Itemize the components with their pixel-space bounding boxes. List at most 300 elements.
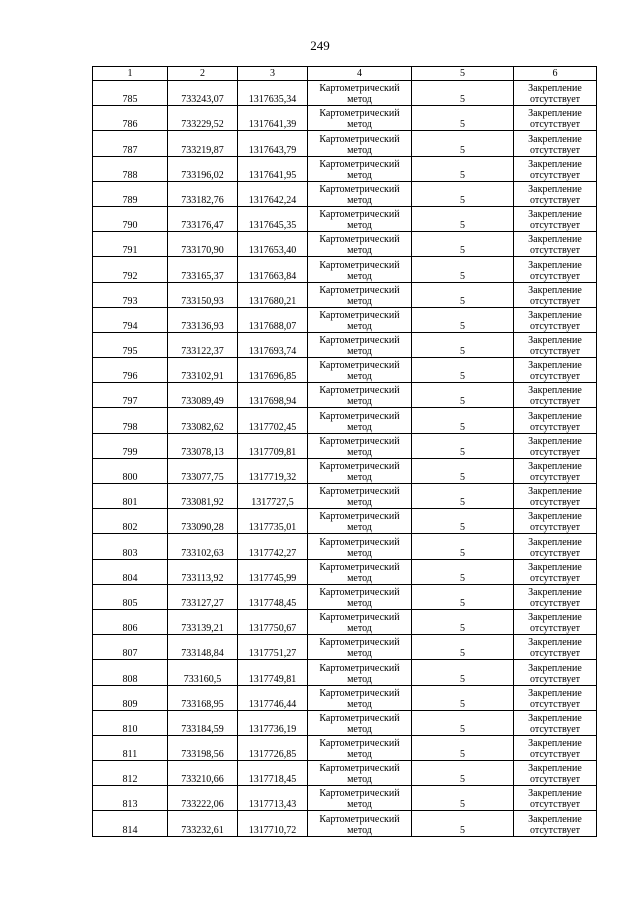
fixation-cell	[514, 458, 597, 483]
method-line-1: Картометрический	[319, 309, 400, 321]
method-line-2: метод	[347, 396, 372, 408]
point-number: 812	[93, 761, 168, 786]
point-number: 810	[93, 710, 168, 735]
method-line-2: метод	[347, 547, 372, 559]
fixation-line-2: отсутствует	[529, 597, 581, 609]
coord-x: 733219,87	[168, 131, 238, 156]
coord-y: 1317735,01	[238, 509, 308, 534]
point-number: 811	[93, 735, 168, 760]
accuracy-cell: 5	[412, 584, 514, 609]
coord-y: 1317726,85	[238, 735, 308, 760]
method-line-1: Картометрический	[319, 712, 400, 724]
point-number: 803	[93, 534, 168, 559]
fixation-line-2: отсутствует	[529, 295, 581, 307]
coord-x: 733127,27	[168, 584, 238, 609]
fixation-line-2: отсутствует	[529, 346, 581, 358]
accuracy-cell: 5	[412, 131, 514, 156]
fixation-line-1: Закрепление	[528, 687, 582, 699]
method-line-2: метод	[347, 673, 372, 685]
method-line-2: метод	[347, 346, 372, 358]
method-line-2: метод	[347, 94, 372, 106]
method-line-1: Картометрический	[319, 410, 400, 422]
table-row	[93, 735, 597, 760]
accuracy-cell: 5	[412, 609, 514, 634]
fixation-line-2: отсутствует	[529, 698, 581, 710]
fixation-line-2: отсутствует	[529, 421, 581, 433]
method-cell	[308, 232, 412, 257]
method-cell	[308, 106, 412, 131]
method-cell	[308, 811, 412, 836]
fixation-line-2: отсутствует	[529, 723, 581, 735]
fixation-line-1: Закрепление	[528, 586, 582, 598]
method-line-2: метод	[347, 421, 372, 433]
fixation-line-2: отсутствует	[529, 799, 581, 811]
coord-y: 1317653,40	[238, 232, 308, 257]
point-number: 808	[93, 660, 168, 685]
method-line-1: Картометрический	[319, 234, 400, 246]
point-number: 801	[93, 484, 168, 509]
accuracy-cell: 5	[412, 685, 514, 710]
header-col-4: 4	[308, 67, 412, 81]
method-cell	[308, 786, 412, 811]
fixation-line-1: Закрепление	[528, 511, 582, 523]
method-line-2: метод	[347, 371, 372, 383]
accuracy-cell: 5	[412, 458, 514, 483]
table-row	[93, 131, 597, 156]
fixation-cell	[514, 232, 597, 257]
coord-y: 1317718,45	[238, 761, 308, 786]
fixation-cell	[514, 81, 597, 106]
coord-x: 733184,59	[168, 710, 238, 735]
point-number: 804	[93, 559, 168, 584]
method-cell	[308, 635, 412, 660]
coord-x: 733148,84	[168, 635, 238, 660]
method-line-1: Картометрический	[319, 662, 400, 674]
fixation-line-1: Закрепление	[528, 435, 582, 447]
coord-y: 1317693,74	[238, 332, 308, 357]
accuracy-cell: 5	[412, 735, 514, 760]
fixation-line-2: отсутствует	[529, 824, 581, 836]
table-row	[93, 559, 597, 584]
accuracy-cell: 5	[412, 509, 514, 534]
fixation-line-1: Закрепление	[528, 158, 582, 170]
method-line-1: Картометрический	[319, 536, 400, 548]
coord-y: 1317736,19	[238, 710, 308, 735]
fixation-line-1: Закрепление	[528, 360, 582, 372]
method-cell	[308, 282, 412, 307]
coord-x: 733136,93	[168, 307, 238, 332]
point-number: 794	[93, 307, 168, 332]
coord-y: 1317710,72	[238, 811, 308, 836]
coord-x: 733081,92	[168, 484, 238, 509]
table-row	[93, 710, 597, 735]
fixation-line-2: отсутствует	[529, 245, 581, 257]
method-cell	[308, 534, 412, 559]
fixation-cell	[514, 131, 597, 156]
coord-y: 1317635,34	[238, 81, 308, 106]
fixation-line-2: отсутствует	[529, 648, 581, 660]
point-number: 793	[93, 282, 168, 307]
table-row	[93, 81, 597, 106]
table-row	[93, 433, 597, 458]
fixation-cell	[514, 559, 597, 584]
method-line-2: метод	[347, 522, 372, 534]
accuracy-cell: 5	[412, 433, 514, 458]
point-number: 785	[93, 81, 168, 106]
accuracy-cell: 5	[412, 181, 514, 206]
method-line-1: Картометрический	[319, 788, 400, 800]
coord-x: 733077,75	[168, 458, 238, 483]
method-cell	[308, 509, 412, 534]
coord-y: 1317749,81	[238, 660, 308, 685]
table-row	[93, 660, 597, 685]
fixation-line-2: отсутствует	[529, 320, 581, 332]
table-row	[93, 358, 597, 383]
table-row	[93, 206, 597, 231]
fixation-line-1: Закрепление	[528, 385, 582, 397]
coord-y: 1317702,45	[238, 408, 308, 433]
point-number: 797	[93, 383, 168, 408]
fixation-line-2: отсутствует	[529, 446, 581, 458]
point-number: 806	[93, 609, 168, 634]
fixation-line-1: Закрепление	[528, 561, 582, 573]
table-row	[93, 534, 597, 559]
fixation-line-2: отсутствует	[529, 472, 581, 483]
fixation-cell	[514, 635, 597, 660]
table-row	[93, 509, 597, 534]
accuracy-cell: 5	[412, 484, 514, 509]
coord-x: 733176,47	[168, 206, 238, 231]
coord-x: 733243,07	[168, 81, 238, 106]
fixation-line-1: Закрепление	[528, 788, 582, 800]
fixation-line-1: Закрепление	[528, 259, 582, 271]
coord-x: 733122,37	[168, 332, 238, 357]
method-line-2: метод	[347, 497, 372, 509]
fixation-line-2: отсутствует	[529, 673, 581, 685]
coord-x: 733165,37	[168, 257, 238, 282]
fixation-line-1: Закрепление	[528, 763, 582, 775]
table-body	[93, 81, 597, 837]
method-line-1: Картометрический	[319, 461, 400, 472]
fixation-cell	[514, 710, 597, 735]
coord-x: 733170,90	[168, 232, 238, 257]
fixation-cell	[514, 786, 597, 811]
accuracy-cell: 5	[412, 559, 514, 584]
fixation-line-2: отсутствует	[529, 774, 581, 786]
method-cell	[308, 332, 412, 357]
header-col-2: 2	[168, 67, 238, 81]
fixation-line-2: отсутствует	[529, 572, 581, 584]
table-row	[93, 458, 597, 483]
method-line-2: метод	[347, 698, 372, 710]
method-line-2: метод	[347, 194, 372, 206]
method-line-2: метод	[347, 723, 372, 735]
fixation-cell	[514, 660, 597, 685]
coord-y: 1317746,44	[238, 685, 308, 710]
fixation-line-1: Закрепление	[528, 612, 582, 624]
point-number: 798	[93, 408, 168, 433]
coord-x: 733082,62	[168, 408, 238, 433]
fixation-line-2: отсутствует	[529, 623, 581, 635]
fixation-cell	[514, 584, 597, 609]
method-line-1: Картометрический	[319, 486, 400, 498]
accuracy-cell: 5	[412, 358, 514, 383]
fixation-line-2: отсутствует	[529, 270, 581, 282]
fixation-cell	[514, 433, 597, 458]
table-row	[93, 332, 597, 357]
coord-y: 1317642,24	[238, 181, 308, 206]
coord-x: 733078,13	[168, 433, 238, 458]
point-number: 787	[93, 131, 168, 156]
fixation-line-1: Закрепление	[528, 738, 582, 750]
fixation-cell	[514, 534, 597, 559]
coord-y: 1317688,07	[238, 307, 308, 332]
coord-x: 733198,56	[168, 735, 238, 760]
point-number: 814	[93, 811, 168, 836]
fixation-cell	[514, 181, 597, 206]
accuracy-cell: 5	[412, 660, 514, 685]
method-line-1: Картометрический	[319, 360, 400, 372]
method-line-1: Картометрический	[319, 612, 400, 624]
fixation-line-2: отсутствует	[529, 94, 581, 106]
method-line-2: метод	[347, 144, 372, 156]
method-line-2: метод	[347, 169, 372, 181]
fixation-line-1: Закрепление	[528, 712, 582, 724]
table-row	[93, 156, 597, 181]
fixation-line-2: отсутствует	[529, 749, 581, 761]
fixation-line-1: Закрепление	[528, 108, 582, 120]
table-row	[93, 232, 597, 257]
method-line-1: Картометрический	[319, 108, 400, 120]
point-number: 813	[93, 786, 168, 811]
coord-x: 733150,93	[168, 282, 238, 307]
fixation-line-1: Закрепление	[528, 461, 582, 472]
coord-y: 1317709,81	[238, 433, 308, 458]
method-line-2: метод	[347, 824, 372, 836]
accuracy-cell: 5	[412, 206, 514, 231]
method-cell	[308, 458, 412, 483]
fixation-line-1: Закрепление	[528, 486, 582, 498]
method-line-1: Картометрический	[319, 813, 400, 825]
method-cell	[308, 81, 412, 106]
table-row	[93, 106, 597, 131]
method-cell	[308, 484, 412, 509]
coord-y: 1317696,85	[238, 358, 308, 383]
method-line-2: метод	[347, 597, 372, 609]
coord-y: 1317680,21	[238, 282, 308, 307]
method-cell	[308, 433, 412, 458]
method-line-1: Картометрический	[319, 738, 400, 750]
table-row	[93, 484, 597, 509]
header-col-6: 6	[514, 67, 597, 81]
point-number: 789	[93, 181, 168, 206]
fixation-cell	[514, 206, 597, 231]
fixation-line-2: отсутствует	[529, 396, 581, 408]
coord-x: 733232,61	[168, 811, 238, 836]
table-row	[93, 383, 597, 408]
fixation-cell	[514, 383, 597, 408]
fixation-cell	[514, 735, 597, 760]
method-line-1: Картометрический	[319, 335, 400, 347]
method-cell	[308, 181, 412, 206]
coord-x: 733210,66	[168, 761, 238, 786]
fixation-line-1: Закрепление	[528, 209, 582, 221]
coord-x: 733160,5	[168, 660, 238, 685]
method-cell	[308, 156, 412, 181]
fixation-line-1: Закрепление	[528, 83, 582, 95]
accuracy-cell: 5	[412, 81, 514, 106]
table-row	[93, 685, 597, 710]
fixation-line-2: отсутствует	[529, 169, 581, 181]
coord-y: 1317745,99	[238, 559, 308, 584]
point-number: 792	[93, 257, 168, 282]
table-row	[93, 307, 597, 332]
method-line-1: Картометрический	[319, 133, 400, 145]
coord-y: 1317663,84	[238, 257, 308, 282]
method-line-1: Картометрический	[319, 209, 400, 221]
coord-x: 733182,76	[168, 181, 238, 206]
method-cell	[308, 131, 412, 156]
fixation-line-2: отсутствует	[529, 547, 581, 559]
method-cell	[308, 358, 412, 383]
fixation-cell	[514, 257, 597, 282]
method-line-2: метод	[347, 774, 372, 786]
accuracy-cell: 5	[412, 232, 514, 257]
accuracy-cell: 5	[412, 786, 514, 811]
table-row	[93, 181, 597, 206]
accuracy-cell: 5	[412, 257, 514, 282]
coord-y: 1317719,32	[238, 458, 308, 483]
fixation-cell	[514, 332, 597, 357]
accuracy-cell: 5	[412, 408, 514, 433]
method-line-1: Картометрический	[319, 763, 400, 775]
coord-x: 733102,63	[168, 534, 238, 559]
header-col-3: 3	[238, 67, 308, 81]
fixation-cell	[514, 509, 597, 534]
accuracy-cell: 5	[412, 710, 514, 735]
method-cell	[308, 735, 412, 760]
fixation-cell	[514, 811, 597, 836]
method-line-1: Картометрический	[319, 385, 400, 397]
method-cell	[308, 383, 412, 408]
method-cell	[308, 685, 412, 710]
fixation-line-1: Закрепление	[528, 536, 582, 548]
fixation-line-1: Закрепление	[528, 183, 582, 195]
method-cell	[308, 660, 412, 685]
accuracy-cell: 5	[412, 383, 514, 408]
fixation-line-1: Закрепление	[528, 133, 582, 145]
coord-x: 733196,02	[168, 156, 238, 181]
method-line-2: метод	[347, 623, 372, 635]
header-col-5: 5	[412, 67, 514, 81]
method-line-1: Картометрический	[319, 637, 400, 649]
table-row	[93, 786, 597, 811]
coord-x: 733229,52	[168, 106, 238, 131]
fixation-line-1: Закрепление	[528, 813, 582, 825]
point-number: 807	[93, 635, 168, 660]
fixation-cell	[514, 307, 597, 332]
method-line-1: Картометрический	[319, 586, 400, 598]
method-line-2: метод	[347, 446, 372, 458]
fixation-line-2: отсутствует	[529, 371, 581, 383]
accuracy-cell: 5	[412, 534, 514, 559]
coord-y: 1317641,39	[238, 106, 308, 131]
method-cell	[308, 559, 412, 584]
fixation-line-1: Закрепление	[528, 662, 582, 674]
coord-y: 1317641,95	[238, 156, 308, 181]
fixation-line-1: Закрепление	[528, 309, 582, 321]
method-cell	[308, 206, 412, 231]
method-line-2: метод	[347, 245, 372, 257]
point-number: 799	[93, 433, 168, 458]
point-number: 795	[93, 332, 168, 357]
method-line-1: Картометрический	[319, 511, 400, 523]
point-number: 802	[93, 509, 168, 534]
fixation-line-2: отсутствует	[529, 497, 581, 509]
method-line-2: метод	[347, 749, 372, 761]
method-line-2: метод	[347, 648, 372, 660]
method-line-1: Картометрический	[319, 687, 400, 699]
coord-x: 733139,21	[168, 609, 238, 634]
coord-y: 1317750,67	[238, 609, 308, 634]
fixation-cell	[514, 358, 597, 383]
method-line-1: Картометрический	[319, 183, 400, 195]
fixation-line-1: Закрепление	[528, 335, 582, 347]
method-cell	[308, 408, 412, 433]
method-line-2: метод	[347, 320, 372, 332]
point-number: 805	[93, 584, 168, 609]
method-line-2: метод	[347, 270, 372, 282]
fixation-line-2: отсутствует	[529, 119, 581, 131]
fixation-cell	[514, 484, 597, 509]
method-line-2: метод	[347, 572, 372, 584]
fixation-cell	[514, 282, 597, 307]
method-cell	[308, 609, 412, 634]
coord-x: 733113,92	[168, 559, 238, 584]
method-line-1: Картометрический	[319, 435, 400, 447]
point-number: 809	[93, 685, 168, 710]
accuracy-cell: 5	[412, 156, 514, 181]
fixation-line-2: отсутствует	[529, 220, 581, 232]
coord-y: 1317643,79	[238, 131, 308, 156]
table-row	[93, 811, 597, 836]
accuracy-cell: 5	[412, 106, 514, 131]
table-header-row	[93, 67, 597, 81]
point-number: 791	[93, 232, 168, 257]
method-line-2: метод	[347, 472, 372, 483]
fixation-line-2: отсутствует	[529, 194, 581, 206]
fixation-line-1: Закрепление	[528, 234, 582, 246]
fixation-line-1: Закрепление	[528, 637, 582, 649]
accuracy-cell: 5	[412, 761, 514, 786]
method-line-1: Картометрический	[319, 83, 400, 95]
point-number: 796	[93, 358, 168, 383]
accuracy-cell: 5	[412, 811, 514, 836]
method-line-1: Картометрический	[319, 259, 400, 271]
method-cell	[308, 307, 412, 332]
method-line-1: Картометрический	[319, 158, 400, 170]
coord-y: 1317742,27	[238, 534, 308, 559]
accuracy-cell: 5	[412, 282, 514, 307]
coord-y: 1317727,5	[238, 484, 308, 509]
table-row	[93, 282, 597, 307]
method-cell	[308, 584, 412, 609]
table-row	[93, 584, 597, 609]
table-row	[93, 609, 597, 634]
coord-x: 733089,49	[168, 383, 238, 408]
coord-x: 733090,28	[168, 509, 238, 534]
table-row	[93, 408, 597, 433]
